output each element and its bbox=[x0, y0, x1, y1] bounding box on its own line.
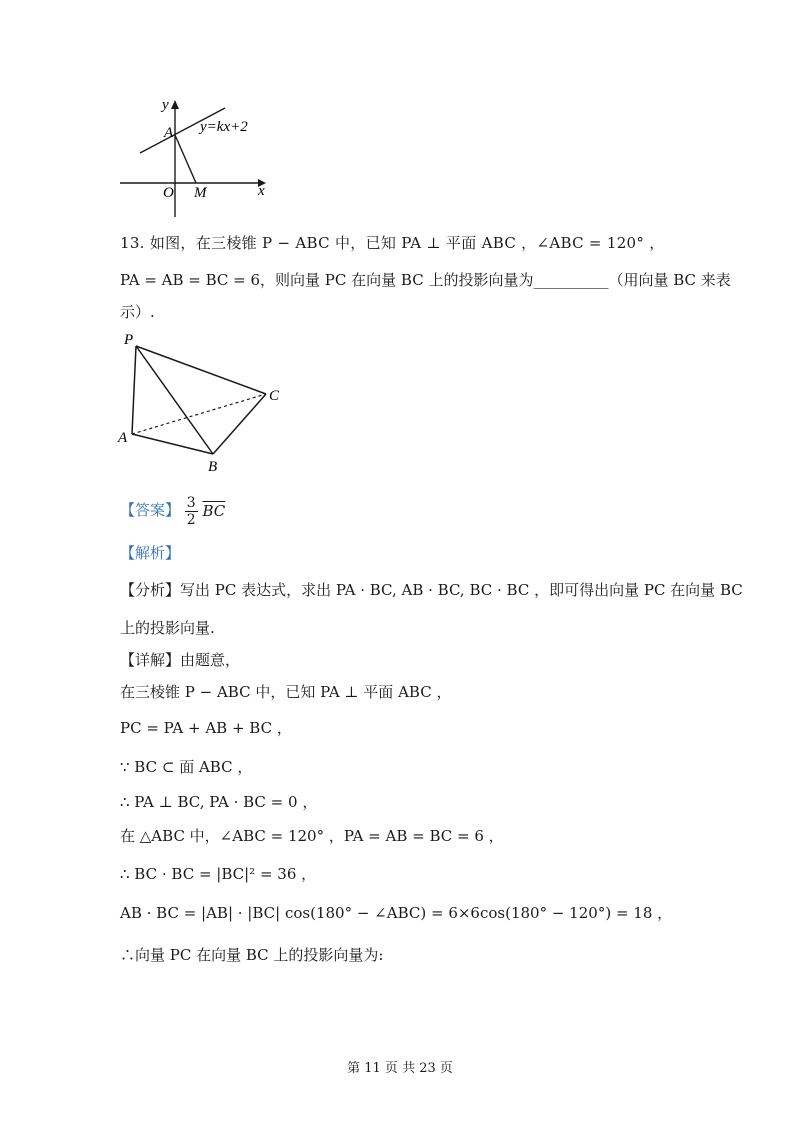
detail-tag-line: 【详解】由题意， bbox=[120, 651, 241, 669]
answer-numerator: 3 bbox=[186, 494, 196, 511]
vertex-c-label: C bbox=[269, 388, 280, 404]
x-label: x bbox=[258, 183, 265, 199]
question-13-line-1: 13. 如图，在三棱锥 P − ABC 中，已知 PA ⊥ 平面 ABC ，∠ABC = 120° ， bbox=[120, 234, 665, 252]
figure-line-graph bbox=[110, 95, 280, 225]
question-13-line-2: PA = AB = BC = 6，则向量 PC 在向量 BC 上的投影向量为__________（用向量 BC 来表 bbox=[120, 271, 731, 289]
answer-denominator: 2 bbox=[186, 511, 196, 528]
line-equation-label: y=kx+2 bbox=[200, 119, 248, 135]
fenxi-line-2: 上的投影向量. bbox=[120, 619, 215, 637]
vertex-a-label: A bbox=[118, 430, 128, 446]
edge-ac-hidden bbox=[132, 394, 266, 434]
edge-bc bbox=[213, 394, 266, 454]
detail-line-5: 在 △ABC 中，∠ABC = 120° ，PA = AB = BC = 6 ， bbox=[120, 827, 504, 845]
origin-label: O bbox=[163, 185, 174, 201]
y-axis-arrow bbox=[171, 100, 179, 109]
point-a-label: A bbox=[164, 125, 174, 141]
vertex-b-label: B bbox=[208, 459, 218, 475]
detail-line-8: ∴向量 PC 在向量 BC 上的投影向量为: bbox=[120, 946, 384, 964]
vertex-p-label: P bbox=[124, 332, 134, 348]
question-13-line-3: 示）. bbox=[120, 303, 155, 321]
page-footer: 第 11 页 共 23 页 bbox=[347, 1061, 453, 1076]
detail-line-4: ∴ PA ⊥ BC, PA · BC = 0 ， bbox=[120, 793, 318, 811]
figure-tetrahedron bbox=[112, 330, 302, 475]
analysis-tag: 【解析】 bbox=[120, 544, 181, 562]
answer-fraction bbox=[185, 495, 198, 528]
edge-pa bbox=[132, 346, 136, 434]
answer-tag: 【答案】 bbox=[120, 501, 181, 519]
detail-line-1: 在三棱锥 P − ABC 中，已知 PA ⊥ 平面 ABC ， bbox=[120, 683, 452, 701]
detail-line-3: ∵ BC ⊂ 面 ABC ， bbox=[120, 758, 253, 776]
point-m-label: M bbox=[194, 185, 207, 201]
answer-vector: $\overline{BC}$ bbox=[202, 502, 226, 520]
edge-pc bbox=[136, 346, 266, 394]
segment-am bbox=[175, 135, 196, 183]
y-label: y bbox=[162, 97, 169, 113]
detail-line-7: AB · BC = |AB| · |BC| cos(180° − ∠ABC) = 6×6cos(180° − 120°) = 18 ， bbox=[120, 904, 673, 922]
answer-block bbox=[120, 490, 225, 531]
fenxi-line-1: 【分析】写出 PC 表达式，求出 PA · BC, AB · BC, BC · BC ，即可得出向量 PC 在向量 BC bbox=[120, 581, 743, 599]
detail-line-6: ∴ BC · BC = |BC|² = 36 ， bbox=[120, 865, 317, 883]
detail-line-2: PC = PA + AB + BC ， bbox=[120, 719, 292, 737]
